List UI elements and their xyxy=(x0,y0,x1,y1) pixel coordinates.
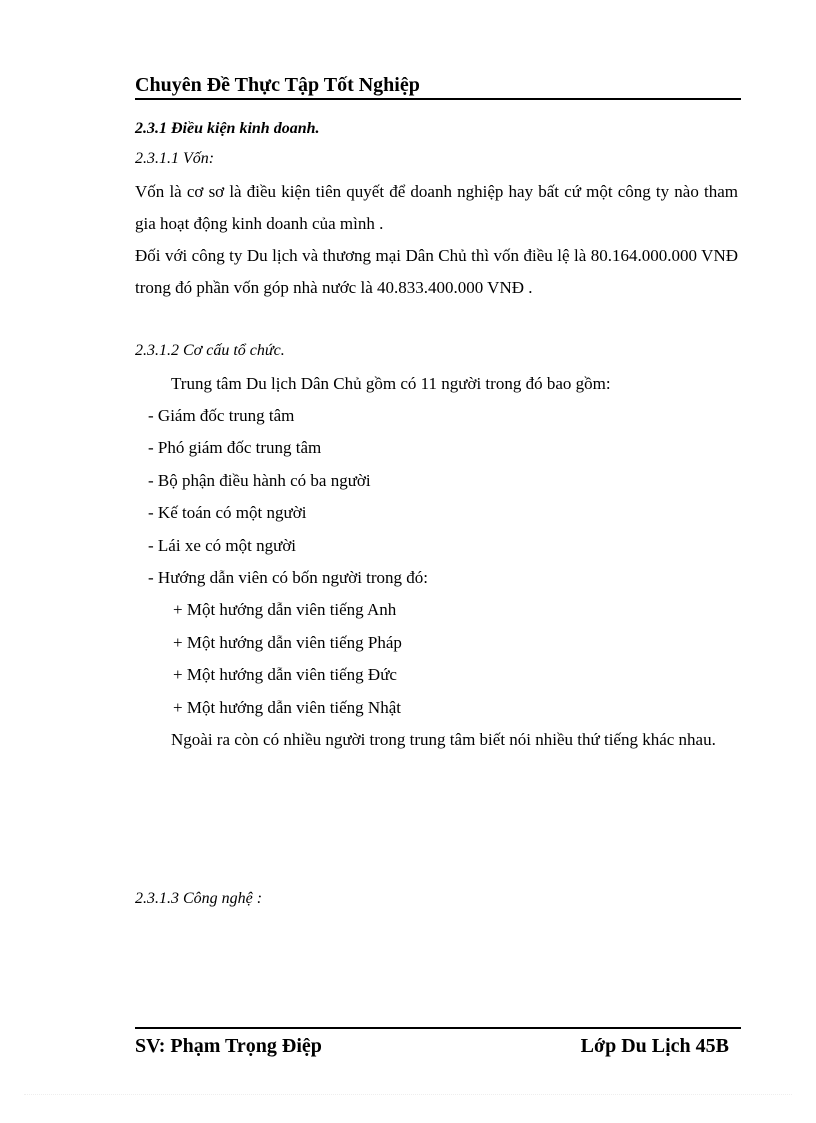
organization-heading: 2.3.1.2 Cơ cấu tổ chức. xyxy=(135,342,285,359)
technology-heading: 2.3.1.3 Công nghệ : xyxy=(135,890,263,908)
capital-paragraph-1: Vốn là cơ sơ là điều kiện tiên quyết để doanh nghiệp hay bất cứ một công ty nào tham gia hoạt động kinh doanh của mình . xyxy=(135,182,738,233)
list-item: - Giám đốc trung tâm xyxy=(148,406,295,425)
page-body xyxy=(135,114,738,916)
spacer xyxy=(135,756,738,884)
page-edge-divider xyxy=(24,1094,792,1095)
list-item: - Hướng dẫn viên có bốn người trong đó: xyxy=(148,568,429,588)
list-item: - Kế toán có một người xyxy=(148,503,307,523)
capital-paragraph-2: Đối với công ty Du lịch và thương mại Dân Chủ thì vốn điều lệ là 80.164.000.000 VNĐ trong đó phần vốn góp nhà nước là 40.833.400.000 VNĐ . xyxy=(135,246,738,297)
class-name: Lớp Du Lịch 45B xyxy=(580,1035,729,1057)
student-name: SV: Phạm Trọng Điệp xyxy=(135,1035,322,1057)
organization-closing: Ngoài ra còn có nhiều người trong trung tâm biết nói nhiều thứ tiếng khác nhau. xyxy=(171,730,716,750)
list-item: - Lái xe có một người xyxy=(148,535,297,555)
sub-list-item: + Một hướng dẫn viên tiếng Pháp xyxy=(173,632,402,652)
capital-heading: 2.3.1.1 Vốn: xyxy=(135,150,215,167)
section-heading: 2.3.1 Điều kiện kinh doanh. xyxy=(135,120,320,137)
sub-list-item: + Một hướng dẫn viên tiếng Anh xyxy=(173,600,397,620)
sub-list-item: + Một hướng dẫn viên tiếng Đức xyxy=(173,665,397,685)
organization-intro: Trung tâm Du lịch Dân Chủ gồm có 11 người trong đó bao gồm: xyxy=(171,374,611,393)
list-item: - Phó giám đốc trung tâm xyxy=(148,438,322,458)
page-header xyxy=(135,68,741,100)
list-item: - Bộ phận điều hành có ba người xyxy=(148,470,371,490)
staff-list xyxy=(135,400,738,724)
spacer xyxy=(135,304,738,336)
document-title: Chuyên Đề Thực Tập Tốt Nghiệp xyxy=(135,74,420,96)
page-footer xyxy=(135,1027,741,1060)
sub-list-item: + Một hướng dẫn viên tiếng Nhật xyxy=(173,697,401,717)
